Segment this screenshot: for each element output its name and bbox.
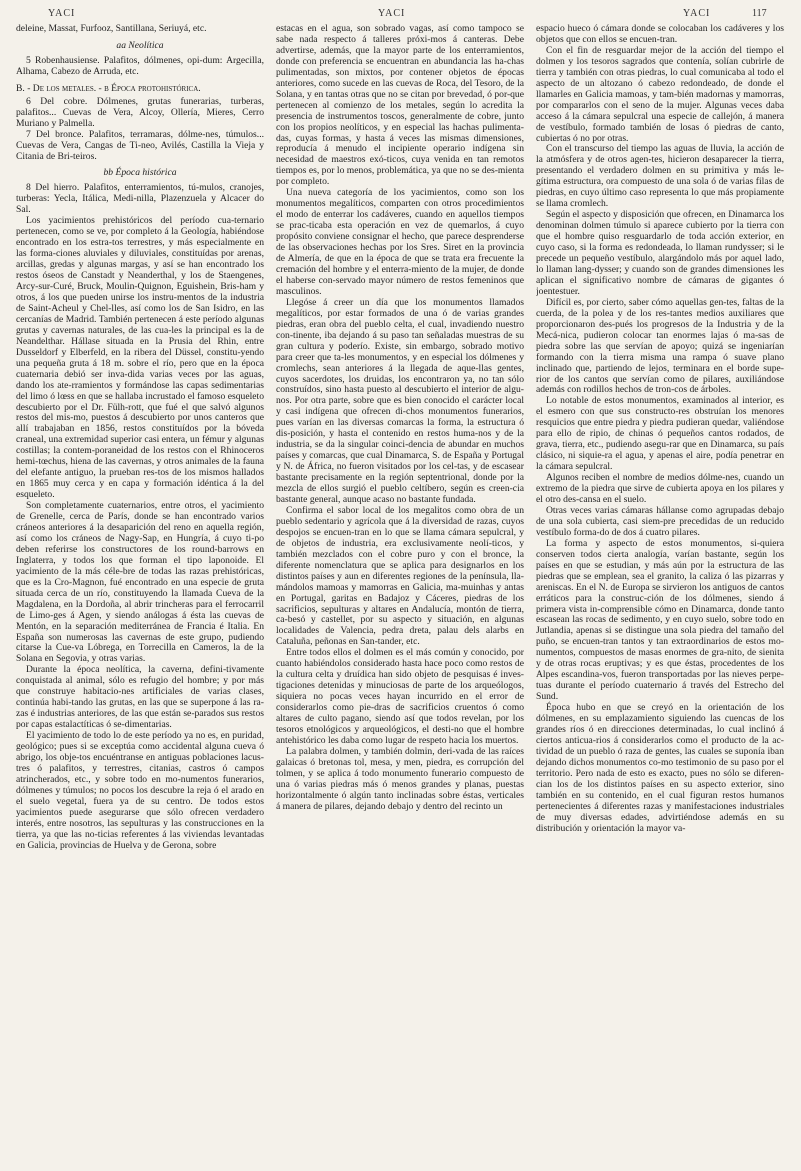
paragraph: Con el fin de resguardar mejor de la acción del tiempo el dolmen y los tesoros sagrados que contenía, solían cubrirle de tierra y también con otras piedras, lo cual comunicaba al todo el aspecto de un altozano ó cabezo redondeado, de donde el llamarles en Galicia mamoas, y tam-bién madornas y mamorras, por compararlos con el seno de la mujer. Algunas veces daba acceso á la cámara sepulcral una especie de callejón, á manera de vestíbulo, formado también de losas ó piedras de canto, cubiertas ó no por otras. <box>536 44 784 144</box>
paragraph: Otras veces varias cámaras hállanse como agrupadas debajo de una sola cubierta, casi siem-pre precedidas de un reducido vestíbulo forma-do de dos á cuatro pilares. <box>536 504 784 538</box>
paragraph: estacas en el agua, son sobrado vagas, así como tampoco se sabe nada respecto á talleres próxi-mos á canteras. Debe advertirse, además, que la mayor parte de los enterramientos, donde con preferencia se encuentran en abundancia las ha-chas pulimentadas, son mixtos, por contener objetos de épocas anteriores, como sucede en las cuevas de Roca, del Tesoro, de la Solana, y en tantas otras que no se citan por brevedad, ó por-que pertenecen al comienzo de los metales, según lo acredita la presencia de instrumentos toscos, generalmente de cobre, junto con los propios neolíticos, y en especial las hachas pulimenta-das, cuyas formas, y hasta á veces las mismas dimensiones, reproducía á menudo el incipiente operario indígena sin necesidad de maestros exó-ticos, cuya venida en tan remotos tiempos es, por lo menos, problemática, ya que no se des-mienta por completo. <box>276 24 524 188</box>
paragraph: Con el transcurso del tiempo las aguas de lluvia, la acción de la atmósfera y de otros agen-tes, hicieron desaparecer la tierra, presentando el verdadero dolmen en su primitiva y más le-gítima estructura, ora compuesto de una sola ó de varias filas de piedras, en cuyo último caso representa lo que más propiamente se llama cromlech. <box>536 143 784 210</box>
paragraph: 7 Del bronce. Palafitos, terramaras, dólme-nes, túmulos... Cuevas de Vera, Cangas de Ti-neo, Avilés, Castilla la Vieja y Citania de Bri-teiros. <box>16 128 264 162</box>
running-header-right: YACI <box>683 8 711 19</box>
paragraph: deleine, Massat, Furfooz, Santillana, Seriuyá, etc. <box>16 24 207 34</box>
paragraph: 6 Del cobre. Dólmenes, grutas funerarias, turberas, palafitos... Cuevas de Vera, Alcoy, Ollería, Mieres, Cerro Muriano y Palmella. <box>16 95 264 129</box>
text-column-2 <box>276 24 524 1159</box>
paragraph: Durante la época neolítica, la caverna, defini-tivamente conquistada al animal, sólo es refugio del hombre; y por más que construye habitacio-nes artificiales de varias clases, continúa habi-tando las grutas, en las que se superpone á las ra-zas é industrias anteriores, de las que están se-parados sus restos por capas estalactíticas ó se-dimentarias. <box>16 664 264 731</box>
paragraph: La palabra dolmen, y también dolmin, deri-vada de las raíces galaicas ó bretonas tol, mesa, y men, piedra, es corrupción del tolmen, y se aplica á todo monumento funerario compuesto de una ó varias piedras más ó menos grandes y planas, puestas horizontalmente ó algún tanto inclinadas sobre éstas, verticales á manera de pilares, dejando debajo y dentro del recinto un <box>276 745 524 812</box>
section-heading: aa Neolítica <box>116 39 164 51</box>
running-header-center: YACI <box>378 8 406 19</box>
paragraph: espacio hueco ó cámara donde se colocaban los cadáveres y los objetos que con ellos se encuen-tran. <box>536 24 784 45</box>
paragraph: El yacimiento de todo lo de este período ya no es, en puridad, geológico; pues si se exceptúa como accidental alguna cueva ó abrigo, los obje-tos encuéntranse en antiguas poblaciones lacus-tres ó palafitos, y terrestres, citanias, castros ó campos atrincherados, etc., y sobre todo en mo-numentos funerarios, dólmenes y túmulos; no pocos los descubre la reja ó el arado en el suelo vegetal, fuera ya de su centro. De todos estos yacimientos puede asegurarse que sólo ofrecen verdadero interés, entre nosotros, las sepulturas y las construcciones en la tierra, ya que las no-ticias referentes á las viviendas levantadas en Galicia, provincias de Huelva y de Gerona, sobre <box>16 730 264 851</box>
paragraph: La forma y aspecto de estos monumentos, si-quiera conserven todos cierta analogía, varían bastante, según los países en que se estudian, y más aún por la estructura de las piedras que se emplean, sea el granito, la caliza ó las pizarras y areniscas. En el N. de Europa se sirvieron los antiguos de cantos erráticos para la construc-ción de los dólmenes, siendo á primera vista in-comprensible cómo en Dinamarca, donde tanto escasean las rocas de sedimento, y en cuyo suelo, sobre todo en Jutlandia, apenas si se distingue una sola piedra del tamaño del puño, se encuen-tran tantos y tan extraordinarios de estos mo-numentos, compuestos de masas enormes de gra-nito, de sienita y de otras rocas eruptivas; y es que éstas, procedentes de los Alpes escandina-vos, fueron transportadas por las nieves perpe-tuas durante el período cuaternario á través del Estrecho del Sund. <box>536 537 784 703</box>
paragraph: 5 Robenhausiense. Palafitos, dólmenes, opi-dum: Argecilla, Alhama, Cabezo de Arruda, etc. <box>16 54 264 77</box>
page-number: 117 <box>752 8 767 19</box>
paragraph: Los yacimientos prehistóricos del período cua-ternario pertenecen, como se ve, por completo á la Geología, habiéndose encontrado en los estra-tos terrestres, y más especialmente en las forma-ciones aluviales y diluviales, constituídas por arenas, arcillas, gredas y algunas margas, y así se han encontrado los restos óseos de Canstadt y Neanderthal, y los de Staengenes, Arcy-sur-Curé, Bruck, Moulin-Quignon, Eguishein, Bris-ham y otros, á los que pueden unirse los instru-mentos de la industria de Saint-Acheul y Chel-lles, así como los de San Isidro, en las cercanías de Madrid. También pertenecen á este período algunas grutas y cavernas naturales, de las cua-les la principal es la de Neandelthar. Hállase situada en la Prusia del Rhin, entre Dusseldorf y Elberfeld, en la ribera del Düssel, constitu-yendo una pequeña gruta á 18 m. sobre el río, pero que en la época cuaternaria debió ser inva-dida varias veces por las aguas, dando los ate-rramientos y formándose las capas sedimentarias del limo ó lœss en que se hallaba incrustado el famoso esqueleto descubierto por el Dr. Fülh-rott, que fué el que salvó algunos restos del mis-mo, puestos á descubierto por unos canteros que allí trabajaban en 1856, restos constituídos por la bóveda craneal, una extremidad superior casi entera, un fémur y algunas costillas; la contem-poraneidad de los restos con el Rhinoceros hemi-tœchus, hiena de las cavernas, y otros animales de la fauna del elefante antiguo, la prueban res-tos de los mismos hallados en 1865 muy cerca y en capa y formación idéntica á la del esqueleto. <box>16 215 264 501</box>
text-column-1 <box>16 24 264 1159</box>
paragraph: Lo notable de estos monumentos, examinados al interior, es el esmero con que sus constructo-res obstruían los menores resquicios que entre piedra y piedra pudieran quedar, valiéndose para ello de ripio, de chinas ó pequeños cantos rodados, de grava, tierra, etc., pudiendo asegu-rar que en Dinamarca, su país clásico, ni siquie-ra el agua, y apenas el aire, podía penetrar en la cámara sepulcral. <box>536 395 784 473</box>
section-heading: bb Época histórica <box>103 167 177 179</box>
paragraph: Época hubo en que se creyó en la orientación de los dólmenes, en su emplazamiento siguiendo las cuencas de los grandes ríos ó en direcciones determinadas, lo cual inclinó á ciertos anticua-rios á considerarlos como el producto de la ac-tividad de un pueblo ó raza de gentes, las cuales se suponía iban dejando dichos monumentos co-mo testimonio de su paso por el territorio. Pero nada de esto es exacto, pues no sólo se diferen-cian los de los distintos países en su aspecto exterior, sino también en su contenido, en el cual figuran restos humanos pertenecientes á diferentes razas y manifestaciones industriales de muy diversas edades, advirtiéndose además en su distribución y orientación la mayor va- <box>536 702 784 834</box>
paragraph: Difícil es, por cierto, saber cómo aquellas gen-tes, faltas de la cuerda, de la polea y de los res-tantes medios auxiliares que proporcionaron des-pués los progresos de la Industria y de la Mecá-nica, pudieron colocar tan enormes lajas ó ma-sas de piedra sobre las que servían de apoyo; quizá se ingeniarían formando con la tierra misma una rampa ó suave plano inclinado que, partiendo de lejos, terminara en el borde supe-rior de los cantos que servían como de pilares, auxiliándose además con rodillos hechos de tron-cos de árboles. <box>536 296 784 396</box>
paragraph: Entre todos ellos el dolmen es el más común y conocido, por cuanto habiéndolos considerado hasta hace poco como restos de la cultura celta y druídica han sido objeto de pesquisas é inves-tigaciones detenidas y minuciosas de parte de los arqueólogos, siquiera no pocas veces hayan incurrido en el error de considerarlos como pie-dras de sacrificios cruentos ó como altares de culto pagano, siendo así que todos revelan, por los tesoros etnológicos y arqueológicos, el desti-no que el hombre antehistórico les daba como lugar de respeto hacia los muertos. <box>276 647 524 746</box>
paragraph: Según el aspecto y disposición que ofrecen, en Dinamarca los denominan dolmen túmulo si aparece cubierto por la tierra con que el hombre quiso resguardarlo de toda acción exterior, en cuyo caso, si la forma es redondeada, lo llaman rundysser; si le precede un pequeño vestíbulo, alargándolo más por aquel lado, lo llaman lang-dysser; y cuando son de grandes dimensiones les aplican el significativo nombre de cámaras de gigantes ó joentestuer. <box>536 209 784 297</box>
paragraph: 8 Del hierro. Palafitos, enterramientos, tú-mulos, cranojes, turberas: Yecla, Itálica, Medi-nilla, Plazenzuela y Alcacer do Sal. <box>16 182 264 216</box>
paragraph: Una nueva categoría de los yacimientos, como son los monumentos megalíticos, comparten con otros procedimientos el modo de enterrar los cadáveres, cuando en aquellos tiempos se prac-ticaba esta operación en vez de quemarlos, á cuyo propósito conviene consignar el hecho, que parece desprenderse de las observaciones hechas por los Sres. Siret en la provincia de Almería, de que en la época de que se trata era frecuente la cremación del hombre y el enterra-miento de la mujer, de donde el haberse con-servado mayor número de restos femeninos que masculinos. <box>276 187 524 297</box>
text-column-3 <box>536 24 784 1159</box>
paragraph: Confirma el sabor local de los megalitos como obra de un pueblo sedentario y agrícola que á la diversidad de razas, cuyos despojos se encuen-tran en lo que se llama cámara sepulcral, y de objetos de industria, era exclusivamente neolí-ticos, y también mezclados con el cobre puro y con el bronce, la diferente nomenclatura que se aplica para designarlos en los distintos países y aun en diferentes regiones de la península, lla-mándolos mamoas y mamorras en Galicia, ma-muinhas y antas en Portugal, garitas en Badajoz y Cáceres, piedras de los sacrificios, sepulturas y altares en Andalucía, montón de tierra, ca-besó y castellet, por su aspecto y situación, en algunas localidades de Valencia, pedra dreta, palau dels alarbs en Cataluña, peñonas en San-tander, etc. <box>276 504 524 648</box>
section-heading: B. - De los metales. - b Época protohistórica. <box>16 82 201 94</box>
paragraph: Algunos reciben el nombre de medios dólme-nes, cuando un extremo de la piedra que sirve de cubierta apoya en los pilares y el otro des-cansa en el suelo. <box>536 472 784 505</box>
paragraph: Llegóse á creer un día que los monumentos llamados megalíticos, por estar formados de una ó de varias grandes piedras, eran obra del pueblo celta, el cual, invadiendo nuestro con-tinente, iba dejando á su paso tan señaladas muestras de su gran cultura y poderío. Existe, sin embargo, sobrado motivo para creer que ta-les monumentos, y en especial los dólmenes y cromlechs, sean anteriores á la llegada de aque-llas gentes, cuyos sacerdotes, los druidas, los encontraron ya, no tan sólo construídos, sino hasta puesto al descubierto el interior de algu-nos. Por otra parte, sobre que es bien conocido el carácter local y casi indígena que ofrecen di-chos monumentos funerarios, pues varían en las diversas comarcas la forma, la estructura ó dis-posición, y hasta el contenido en restos huma-nos y de la industria, se da la singular coinci-dencia de abundar en muchos países y comarcas, que cual Dinamarca, S. de España y Portugal y N. de África, no fueron visitados por los cel-tas, y de escasear bastante precisamente en la región septentrional, donde por la mezcla de ellos surgió el pueblo celtíbero, según es creen-cia bastante general, aunque acaso no bastante fundada. <box>276 296 524 505</box>
running-header-left: YACI <box>48 8 76 19</box>
paragraph: Son completamente cuaternarios, entre otros, el yacimiento de Grenelle, cerca de París, donde se han encontrado varios cráneos anteriores á la desaparición del reno en aquella región, así como los cráneos de Nagy-Sap, en Hungría, á cuyo ti-po deben referirse los constructores de los round-barrows en Inglaterra, y todos los que forman el tipo laponoide. El yacimiento de la más céle-bre de todas las razas prehistóricas, que es la Cro-Magnon, fué encontrado en una especie de gruta situada cerca de un río, constituyendo la llamada Cueva de la Magdalena, en la Dordoña, al abrir trincheras para el ferrocarril de Limo-ges á Agen, y siendo análogas á ésta las cuevas de Mentón, en la separación mediterránea de Francia é Italia. En España son numerosas las cavernas de este grupo, pudiendo citarse la Cue-va Lóbrega, en Torrecilla en Cameros, la de la Solana en Segovia, y otras varias. <box>16 500 264 665</box>
